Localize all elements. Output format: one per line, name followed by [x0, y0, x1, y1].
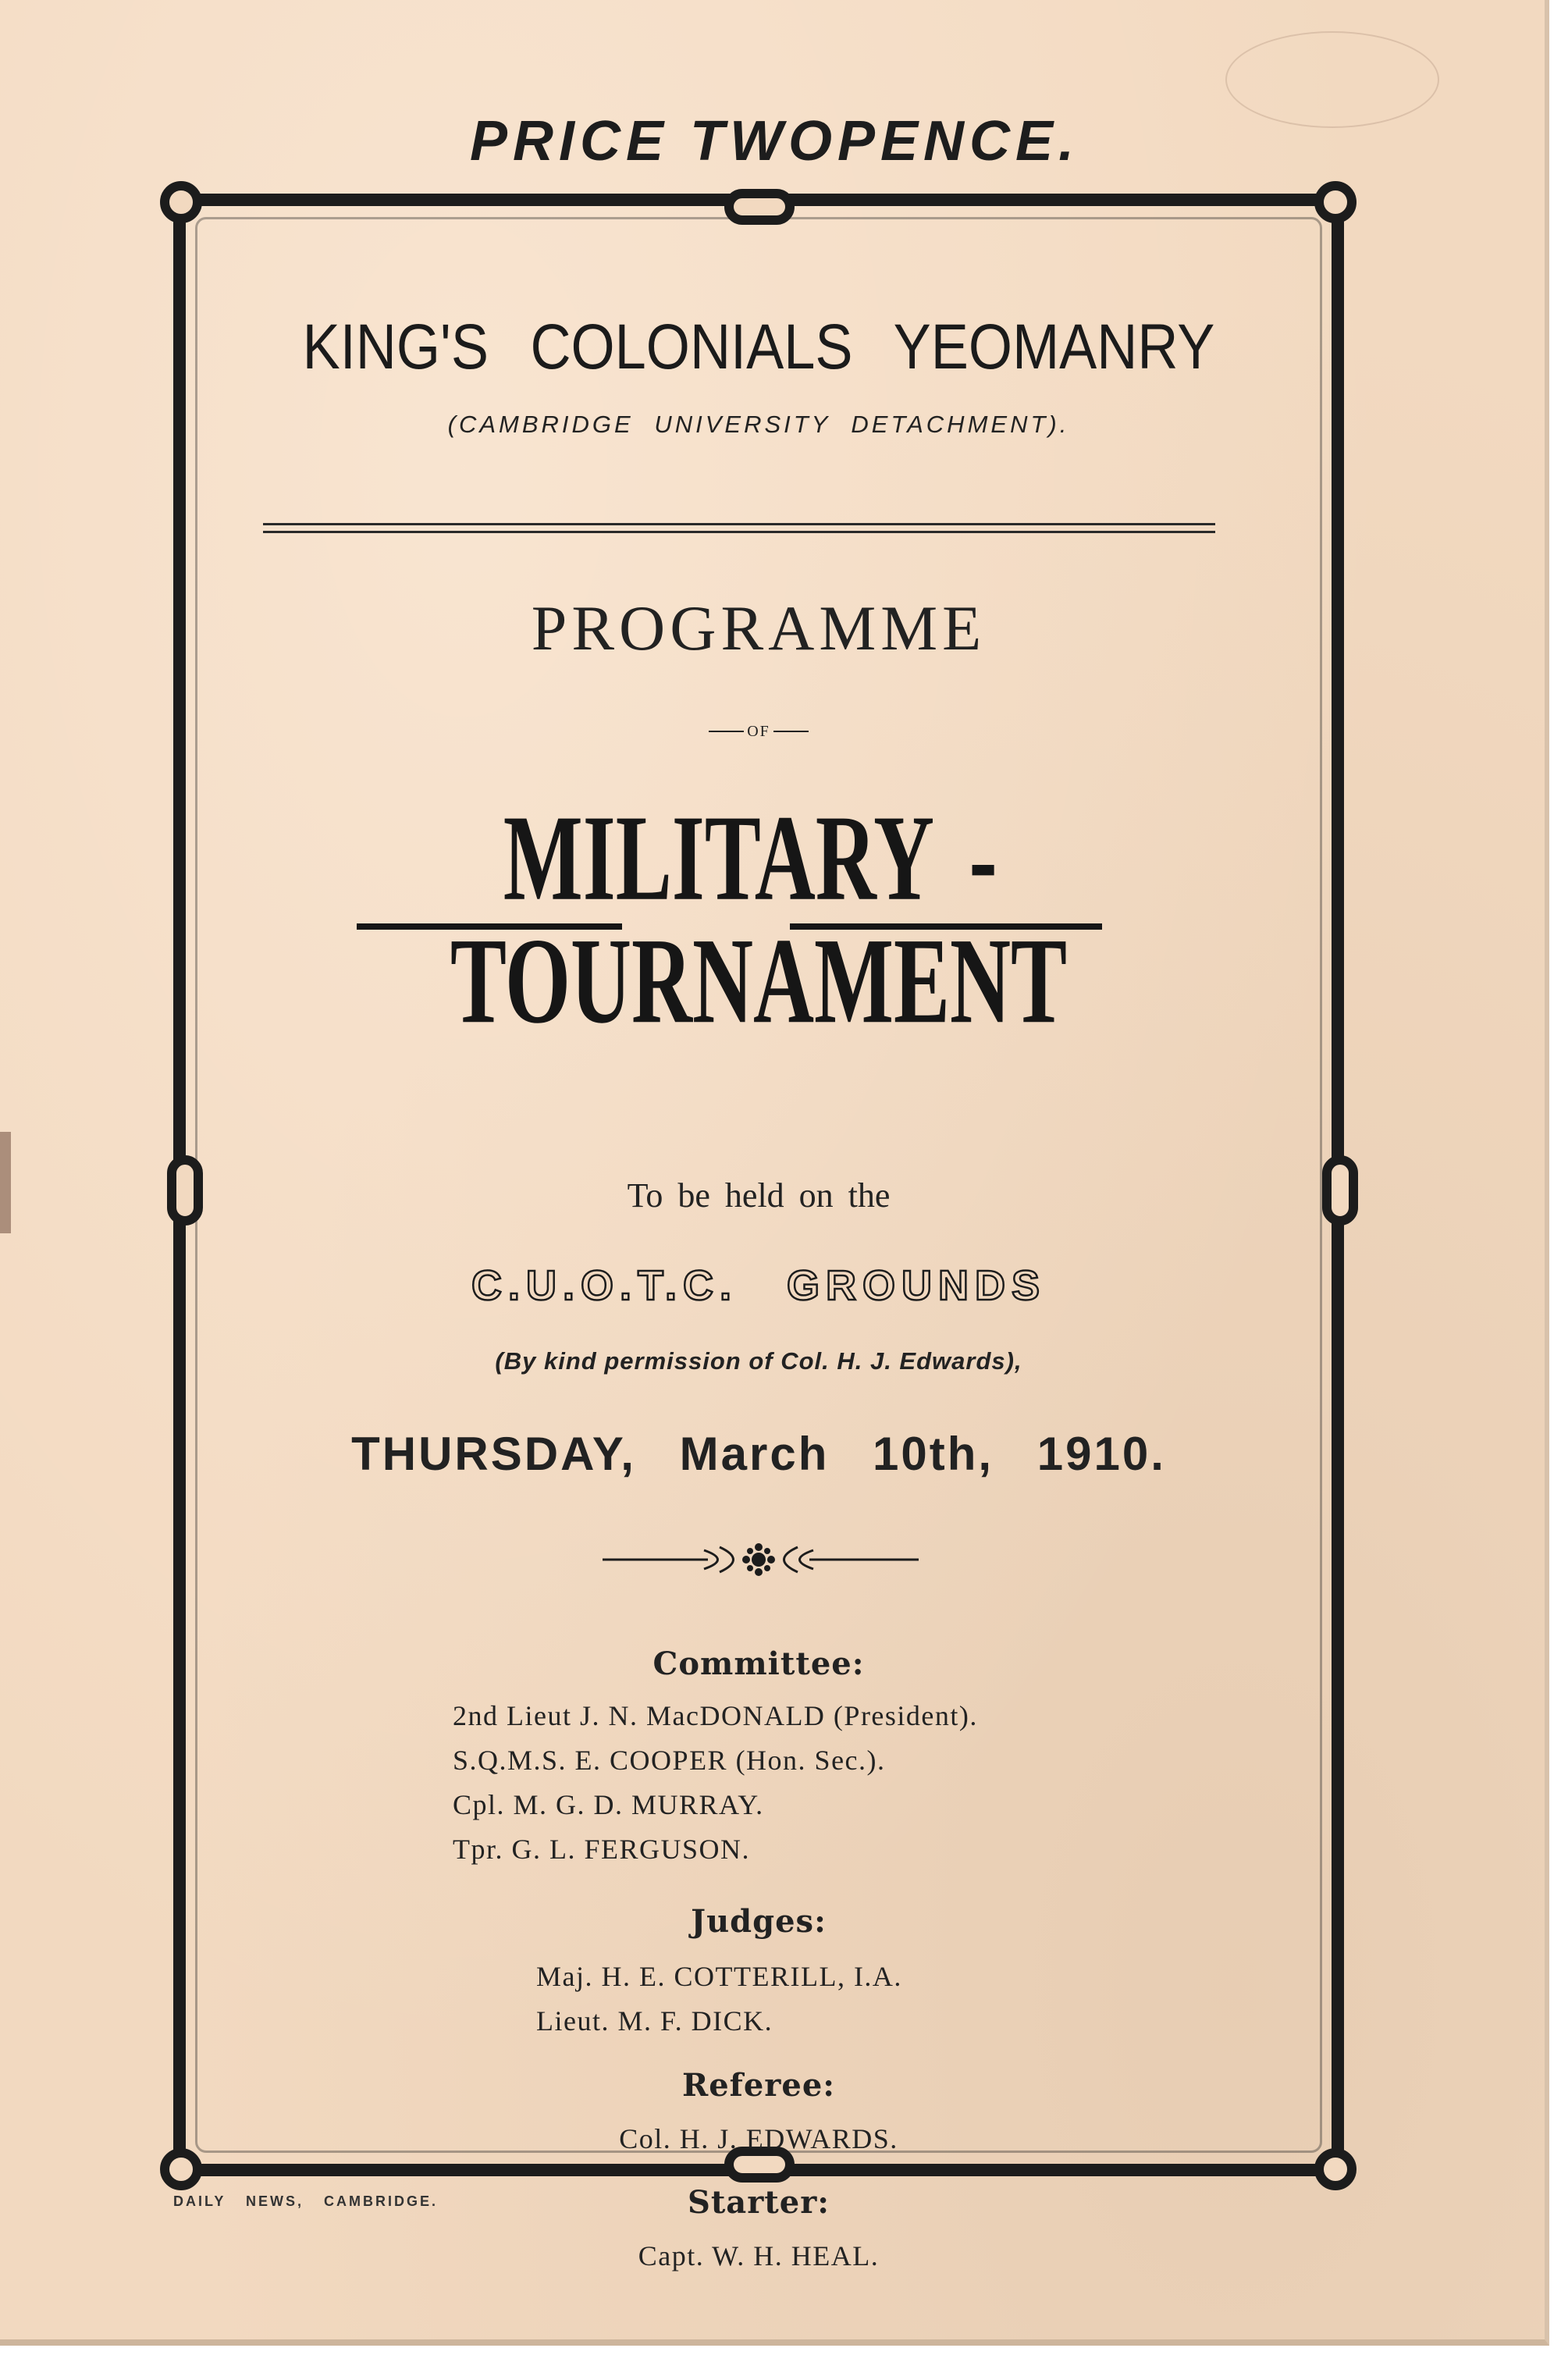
- committee-member: Tpr. G. L. FERGUSON.: [453, 1834, 751, 1865]
- corner-loop-icon: [1314, 181, 1357, 223]
- event-title: [337, 790, 1180, 1049]
- event-title-separator: -: [969, 790, 997, 927]
- organization-title: KING'S COLONIALS YEOMANRY: [302, 311, 1215, 382]
- held-on-line: To be held on the: [627, 1176, 891, 1215]
- judges-list: [536, 1955, 902, 2044]
- of-connector: [173, 718, 1344, 742]
- committee-member: Cpl. M. G. D. MURRAY.: [453, 1789, 764, 1820]
- referee-heading: Referee:: [681, 2067, 836, 2104]
- permission-line: (By kind permission of Col. H. J. Edwards),: [495, 1347, 1022, 1375]
- price-line: PRICE TWOPENCE.: [469, 110, 1080, 173]
- programme-heading: PROGRAMME: [531, 592, 987, 663]
- floral-ornament-icon: [173, 1536, 1344, 1583]
- event-title-military: MILITARY: [503, 790, 932, 927]
- judge-name: Lieut. M. F. DICK.: [536, 2005, 773, 2037]
- committee-member: 2nd Lieut J. N. MacDONALD (President).: [453, 1700, 978, 1731]
- judges-heading: Judges:: [691, 1903, 827, 1940]
- committee-heading: Committee:: [652, 1645, 865, 1682]
- starter-heading: Starter:: [687, 2184, 830, 2221]
- double-rule-bottom: [263, 531, 1215, 533]
- judge-name: Maj. H. E. COTTERILL, I.A.: [536, 1961, 902, 1992]
- of-label: OF: [747, 723, 770, 740]
- event-date: THURSDAY, March 10th, 1910.: [351, 1428, 1166, 1480]
- committee-member: S.Q.M.S. E. COOPER (Hon. Sec.).: [453, 1745, 886, 1776]
- referee-name: Col. H. J. EDWARDS.: [619, 2123, 898, 2154]
- top-knot-icon: [724, 189, 795, 225]
- military-underline: [357, 923, 622, 930]
- corner-loop-icon: [160, 181, 202, 223]
- venue-line: C.U.O.T.C. GROUNDS: [471, 1262, 1047, 1309]
- double-rule-top: [263, 523, 1215, 525]
- detachment-subtitle: (CAMBRIDGE UNIVERSITY DETACHMENT).: [447, 411, 1070, 438]
- printer-imprint: DAILY NEWS, CAMBRIDGE.: [173, 2193, 439, 2209]
- starter-name: Capt. W. H. HEAL.: [638, 2240, 880, 2271]
- tournament-underline: [790, 923, 1102, 930]
- event-title-tournament: TOURNAMENT: [450, 913, 1068, 1049]
- page-edge-tear: [0, 1132, 11, 1233]
- committee-list: [453, 1694, 978, 1872]
